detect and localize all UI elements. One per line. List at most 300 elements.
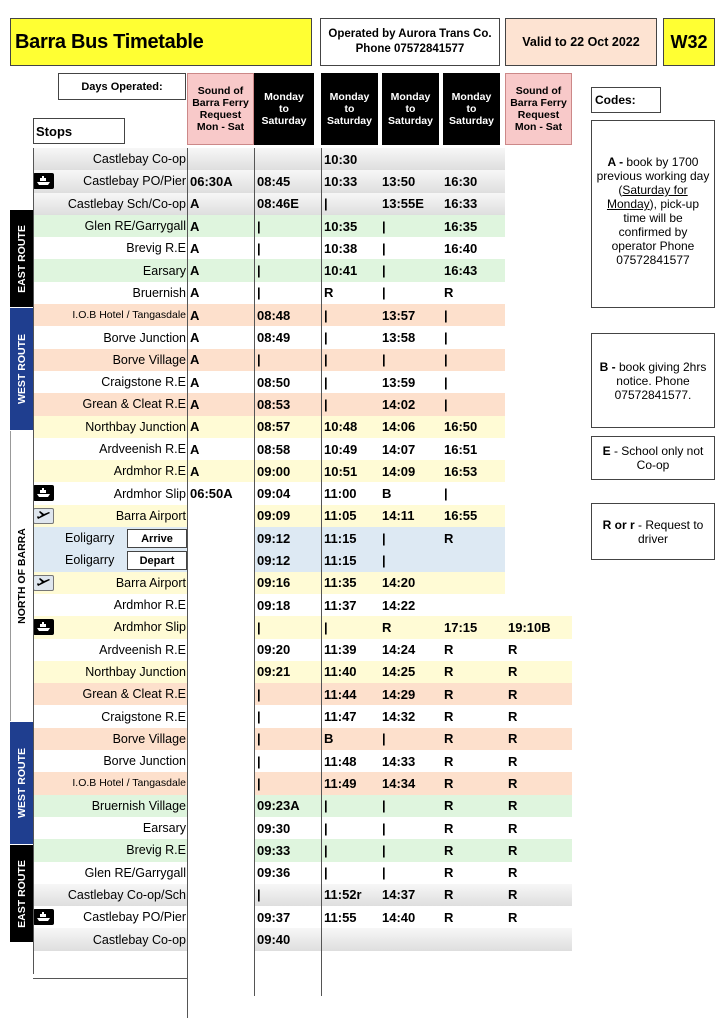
time-cell [187,616,254,638]
stops-label: Stops [33,118,125,144]
route-code: W32 [670,31,708,52]
time-cell: | [254,750,321,772]
time-cell: 10:41 [321,259,379,281]
time-cell: R [505,795,572,817]
table-row [33,750,572,772]
stop-name [33,795,187,817]
stop-name-text: Brevig R.E [126,241,186,256]
stop-name [33,594,187,616]
time-cell: 09:30 [254,817,321,839]
time-cell: 08:46E [254,193,321,215]
time-cell: 16:53 [441,460,505,482]
stop-name [33,683,187,705]
table-row [33,616,572,638]
time-cell: | [254,282,321,304]
time-cell: 10:30 [321,148,379,170]
stop-name-text: Northbay Junction [85,419,186,434]
time-cell: R [441,884,505,906]
time-cell: | [254,237,321,259]
stop-name [33,505,187,527]
stop-name-text: Castlebay PO/Pier [83,910,186,925]
time-cell [505,594,572,616]
time-cell: | [254,616,321,638]
column-header [187,73,254,145]
stop-name [33,572,187,594]
time-cell: 10:49 [321,438,379,460]
time-cell: | [321,393,379,415]
time-cell: R [441,728,505,750]
time-cell [505,438,572,460]
time-cell: R [505,906,572,928]
stop-name-text: Eoligarry [65,531,115,546]
table-row [33,259,572,281]
time-cell: 14:06 [379,416,441,438]
stop-name [33,304,187,326]
time-cell: | [379,862,441,884]
table-row [33,170,572,192]
column-header-line: to [405,103,416,115]
route-label-west: WEST ROUTE [10,308,33,430]
time-cell: 13:59 [379,371,441,393]
time-cell: A [187,304,254,326]
time-cell: | [379,795,441,817]
stop-name-text: Bruernish [132,285,186,300]
stop-name-text: Craigstone R.E [101,709,186,724]
table-row [33,148,572,170]
stop-name-text: Barra Airport [115,508,186,523]
table-row [33,705,572,727]
time-cell: A [187,393,254,415]
time-cell: R [505,817,572,839]
time-cell: | [379,259,441,281]
time-cell [187,594,254,616]
time-cell [187,549,254,571]
time-cell [254,148,321,170]
time-cell: 09:40 [254,928,321,950]
time-cell: 14:11 [379,505,441,527]
time-cell: R [505,705,572,727]
stop-name [33,371,187,393]
column-header-line: Saturday [388,115,433,127]
time-cell: | [321,371,379,393]
operator-name: Operated by Aurora Trans Co. [328,28,492,40]
time-cell: R [441,839,505,861]
time-cell: 09:23A [254,795,321,817]
time-cell: | [379,817,441,839]
column-header-line: to [344,103,355,115]
stop-name [33,616,187,638]
time-cell: | [379,527,441,549]
table-row [33,728,572,750]
table-row [33,839,572,861]
stop-name-text: I.O.B Hotel / Tangasdale [72,777,186,790]
time-cell [505,193,572,215]
column-header [382,73,439,145]
stop-name [33,884,187,906]
route-label-west-return: WEST ROUTE [10,722,33,844]
time-cell: 16:30 [441,170,505,192]
stop-name [33,482,187,504]
time-cell: 13:55E [379,193,441,215]
column-header [254,73,314,145]
table-row [33,460,572,482]
stop-name [33,282,187,304]
code-a-text-end: ), pick-up time will be confirmed by operator Phone 07572841577 [611,197,700,267]
time-cell: A [187,259,254,281]
table-row [33,237,572,259]
time-cell: | [441,326,505,348]
time-cell: 09:37 [254,906,321,928]
time-cell: | [254,884,321,906]
table-row [33,772,572,794]
stop-name-text: Eoligarry [65,553,115,568]
time-cell: R [505,683,572,705]
time-cell: R [321,282,379,304]
time-cell: 06:50A [187,482,254,504]
time-cell: R [505,750,572,772]
time-cell [187,906,254,928]
time-cell: 16:33 [441,193,505,215]
stop-name [33,639,187,661]
operator-phone: Phone 07572841577 [355,43,465,55]
time-cell [505,326,572,348]
time-cell: | [254,215,321,237]
stop-name [33,416,187,438]
stop-name-text: Borve Junction [103,754,186,769]
time-cell: 17:15 [441,616,505,638]
time-cell [379,928,441,950]
time-cell: 08:48 [254,304,321,326]
time-cell [505,460,572,482]
time-cell [505,527,572,549]
table-row [33,817,572,839]
time-cell: 14:40 [379,906,441,928]
time-cell [187,817,254,839]
column-header-line: Sound of [515,85,562,97]
time-cell: | [254,259,321,281]
time-cell: | [441,371,505,393]
time-cell: 14:37 [379,884,441,906]
time-cell [187,527,254,549]
time-cell [379,148,441,170]
time-cell: B [379,482,441,504]
time-cell [505,393,572,415]
days-operated-label: Days Operated: [58,73,186,100]
code-a-underline: Saturday for Monday [606,183,688,211]
stop-name [33,817,187,839]
column-header-line: Saturday [261,115,307,127]
table-row [33,594,572,616]
time-cell: A [187,215,254,237]
time-cell: 14:20 [379,572,441,594]
time-cell [441,549,505,571]
stop-name [33,259,187,281]
stop-name-text: Ardmhor R.E [113,598,186,613]
table-bottom-border [33,978,187,979]
time-cell [441,594,505,616]
time-cell: R [505,862,572,884]
time-cell: 14:25 [379,661,441,683]
table-row [33,282,572,304]
time-cell: 14:22 [379,594,441,616]
code-r-note [591,503,715,560]
time-cell: 11:05 [321,505,379,527]
time-cell: 11:49 [321,772,379,794]
time-cell: R [505,639,572,661]
stop-name-text: Northbay Junction [85,664,186,679]
column-header [443,73,500,145]
airplane-icon [33,508,54,524]
time-cell: 10:51 [321,460,379,482]
time-cell: R [441,795,505,817]
stop-name [33,750,187,772]
airplane-icon [33,575,54,591]
column-header-line: Barra Ferry [510,97,567,109]
time-cell: 14:32 [379,705,441,727]
time-cell [505,259,572,281]
time-cell: R [505,839,572,861]
time-cell: | [254,683,321,705]
stop-name-text: Ardmhor Slip [113,486,186,501]
route-label-east-return: EAST ROUTE [10,845,33,942]
time-cell [187,750,254,772]
time-cell: A [187,416,254,438]
time-cell [321,928,379,950]
time-cell: R [441,750,505,772]
stop-name [33,661,187,683]
ferry-icon [33,173,54,189]
time-cell: | [321,817,379,839]
time-cell: R [505,728,572,750]
time-cell: R [441,705,505,727]
stop-column-divider [187,148,188,1018]
code-e-key: E [602,444,611,458]
stop-name-text: Earsary [142,821,186,836]
time-cell: R [441,906,505,928]
time-cell: R [379,616,441,638]
time-cell: R [505,884,572,906]
time-cell: B [321,728,379,750]
time-cell [441,148,505,170]
time-cell: R [441,772,505,794]
code-b-key: B - [599,359,619,374]
stop-name-text: Borve Village [112,352,186,367]
stop-name [33,237,187,259]
column-header-line: Monday [264,91,304,103]
stop-name [33,549,187,571]
column-header-line: Barra Ferry [192,97,249,109]
table-row [33,215,572,237]
time-cell [187,795,254,817]
stop-name [33,215,187,237]
time-cell: 13:57 [379,304,441,326]
stop-name [33,438,187,460]
time-cell: | [321,326,379,348]
time-cell [187,683,254,705]
table-row [33,393,572,415]
stop-name-text: Grean & Cleat R.E [82,397,186,412]
time-cell: 11:00 [321,482,379,504]
time-cell: | [321,616,379,638]
time-cell: 09:00 [254,460,321,482]
stop-name-text: Castlebay Co-op [92,152,186,167]
time-cell: 10:33 [321,170,379,192]
time-cell: 14:34 [379,772,441,794]
table-row [33,371,572,393]
stop-name-text: Borve Village [112,731,186,746]
stop-name [33,928,187,950]
code-e-note [591,436,715,480]
time-cell: 09:18 [254,594,321,616]
table-row [33,416,572,438]
time-cell [441,572,505,594]
table-row [33,482,572,504]
time-cell: 11:40 [321,661,379,683]
stop-name-text: Borve Junction [103,330,186,345]
time-cell [187,928,254,950]
time-cell: R [505,772,572,794]
time-cell [187,728,254,750]
time-cell [505,371,572,393]
codes-label: Codes: [591,87,661,113]
table-row [33,549,572,571]
time-cell: A [187,438,254,460]
code-r-text: - Request to driver [634,517,704,546]
time-cell: R [441,683,505,705]
stop-name-text: Ardmhor Slip [113,620,186,635]
time-cell: A [187,193,254,215]
time-cell [505,549,572,571]
stop-name-text: Brevig R.E [126,843,186,858]
time-cell: | [379,349,441,371]
time-cell: 14:33 [379,750,441,772]
table-left-border [33,148,34,974]
time-cell: 10:38 [321,237,379,259]
time-cell: 11:35 [321,572,379,594]
valid-date-box [505,18,657,66]
time-cell: R [441,282,505,304]
stop-name-text: Castlebay Co-op [92,932,186,947]
arrive-depart-tag: Arrive [127,529,187,548]
route-label-north: NORTH OF BARRA [10,431,33,721]
code-a-key: A - [607,155,627,169]
timetable-title-box [10,18,312,66]
table-row [33,349,572,371]
time-cell [505,237,572,259]
time-cell: 06:30A [187,170,254,192]
time-cell: | [441,482,505,504]
time-cell [441,928,505,950]
time-cell: 11:47 [321,705,379,727]
stop-name [33,170,187,192]
column-header-line: Mon - Sat [196,121,245,133]
time-cell: 09:12 [254,549,321,571]
time-cell: 09:09 [254,505,321,527]
time-cell [505,416,572,438]
column-header-line: Sound of [197,85,244,97]
table-row [33,438,572,460]
time-cell: 09:21 [254,661,321,683]
table-row [33,304,572,326]
stop-name-text: Grean & Cleat R.E [82,687,186,702]
stop-name [33,862,187,884]
time-cell [187,572,254,594]
route-code-box [663,18,715,66]
time-cell: 11:37 [321,594,379,616]
time-cell: 19:10B [505,616,572,638]
time-cell: | [321,304,379,326]
time-cell: | [321,349,379,371]
time-cell: 14:02 [379,393,441,415]
time-cell: 16:55 [441,505,505,527]
stop-name-text: I.O.B Hotel / Tangasdale [72,309,186,322]
table-row [33,884,572,906]
time-cell [187,839,254,861]
column-header-line: Mon - Sat [514,121,563,133]
column-header-line: Saturday [449,115,494,127]
code-b-note [591,333,715,428]
time-cell: 16:43 [441,259,505,281]
time-cell: A [187,371,254,393]
time-cell: 16:40 [441,237,505,259]
ferry-icon [33,619,54,635]
time-cell: R [441,639,505,661]
time-cell: A [187,237,254,259]
time-cell [505,928,572,950]
time-cell: 11:15 [321,549,379,571]
stop-name [33,527,187,549]
code-b-text: book giving 2hrs notice. Phone 07572841577. [614,359,707,402]
stop-name-text: Earsary [142,263,186,278]
time-cell [505,572,572,594]
time-cell: 14:09 [379,460,441,482]
stop-name [33,839,187,861]
time-cell: | [379,215,441,237]
time-cell [505,215,572,237]
arrive-depart-tag: Depart [127,551,187,570]
time-cell: 08:58 [254,438,321,460]
column-header-line: Monday [451,91,492,103]
time-cell: 13:58 [379,326,441,348]
time-cell: 11:39 [321,639,379,661]
column-divider [254,148,255,996]
code-r-key: R or r [602,517,635,532]
time-cell: R [441,661,505,683]
stop-name-text: Ardveenish R.E [99,642,186,657]
time-cell [505,482,572,504]
time-cell [187,661,254,683]
time-cell [505,304,572,326]
time-cell: | [321,193,379,215]
column-divider [321,148,322,996]
stop-name-text: Castlebay Sch/Co-op [67,196,186,211]
time-cell: 09:20 [254,639,321,661]
code-a-note [591,120,715,308]
time-cell: 16:51 [441,438,505,460]
time-cell [505,282,572,304]
stop-name [33,705,187,727]
time-cell: A [187,326,254,348]
code-a-text: book by 1700 previous working day ( [596,155,710,197]
time-cell: 08:57 [254,416,321,438]
column-header [505,73,572,145]
code-e-text: - School only not Co-op [610,444,704,472]
stop-name [33,393,187,415]
time-cell [187,772,254,794]
time-cell: 10:48 [321,416,379,438]
stop-name-text: Glen RE/Garrygall [84,219,186,234]
time-cell: 11:48 [321,750,379,772]
